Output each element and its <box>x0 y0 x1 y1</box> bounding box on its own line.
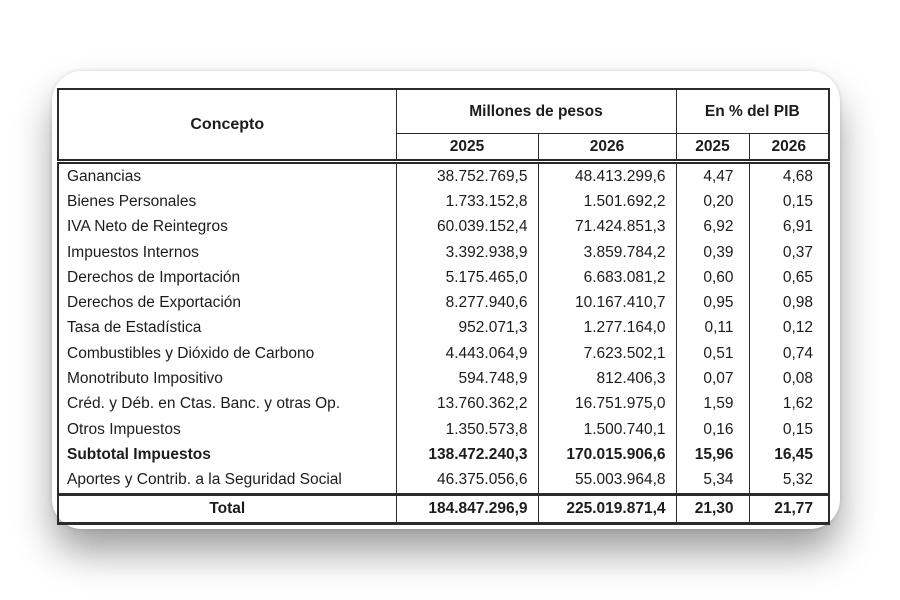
value-pib-2026: 0,08 <box>749 366 829 391</box>
row-label: Otros Impuestos <box>67 420 181 438</box>
value-pib-2025: 0,95 <box>676 290 749 315</box>
value-millones-2025: 13.760.362,2 <box>396 392 538 417</box>
table-row <box>58 162 829 190</box>
total-pib-2025: 21,30 <box>676 494 749 523</box>
value-millones-2025: 5.175.465,0 <box>396 265 538 290</box>
value-pib-2025: 0,16 <box>676 417 749 442</box>
header-year-millones-2025: 2025 <box>396 134 538 162</box>
value-millones-2025: 38.752.769,5 <box>396 162 538 190</box>
row-label: Bienes Personales <box>67 192 197 210</box>
table-row <box>58 240 829 265</box>
value-millones-2026: 6.683.081,2 <box>538 265 676 290</box>
total-label: Total <box>58 494 396 523</box>
row-label: Impuestos Internos <box>67 243 199 261</box>
table-row <box>58 316 829 341</box>
header-year-pib-2026: 2026 <box>749 134 829 162</box>
row-label: Derechos de Importación <box>67 268 241 286</box>
table-row <box>58 468 829 495</box>
row-label: Ganancias <box>67 167 142 185</box>
value-pib-2025: 5,34 <box>676 468 749 495</box>
row-label: Subtotal Impuestos <box>67 445 211 463</box>
value-millones-2025: 60.039.152,4 <box>396 215 538 240</box>
value-millones-2026: 7.623.502,1 <box>538 341 676 366</box>
value-millones-2025: 594.748,9 <box>396 366 538 391</box>
total-millones-2025: 184.847.296,9 <box>396 494 538 523</box>
value-pib-2026: 4,68 <box>749 162 829 190</box>
value-pib-2026: 0,65 <box>749 265 829 290</box>
value-millones-2026: 1.277.164,0 <box>538 316 676 341</box>
value-pib-2025: 15,96 <box>676 442 749 467</box>
value-millones-2026: 1.501.692,2 <box>538 189 676 214</box>
table-card <box>52 71 840 529</box>
value-pib-2025: 0,20 <box>676 189 749 214</box>
value-millones-2026: 812.406,3 <box>538 366 676 391</box>
table-row <box>58 290 829 315</box>
header-en-pct-del-pib: En % del PIB <box>676 89 829 134</box>
value-millones-2026: 3.859.784,2 <box>538 240 676 265</box>
total-pib-2026: 21,77 <box>749 494 829 523</box>
header-concepto: Concepto <box>58 89 396 162</box>
row-label: Créd. y Déb. en Ctas. Banc. y otras Op. <box>67 395 341 413</box>
value-pib-2025: 1,59 <box>676 392 749 417</box>
table-row <box>58 265 829 290</box>
header-millones-de-pesos: Millones de pesos <box>396 89 676 134</box>
value-millones-2026: 16.751.975,0 <box>538 392 676 417</box>
value-pib-2025: 0,60 <box>676 265 749 290</box>
value-millones-2025: 8.277.940,6 <box>396 290 538 315</box>
value-millones-2025: 4.443.064,9 <box>396 341 538 366</box>
value-pib-2026: 6,91 <box>749 215 829 240</box>
value-millones-2025: 1.733.152,8 <box>396 189 538 214</box>
value-millones-2025: 46.375.056,6 <box>396 468 538 495</box>
value-millones-2026: 10.167.410,7 <box>538 290 676 315</box>
header-year-pib-2025: 2025 <box>676 134 749 162</box>
value-pib-2026: 5,32 <box>749 468 829 495</box>
value-pib-2026: 0,15 <box>749 189 829 214</box>
subtotal-row <box>58 442 829 467</box>
table-row <box>58 366 829 391</box>
value-pib-2026: 0,98 <box>749 290 829 315</box>
row-label: Combustibles y Dióxido de Carbono <box>67 344 315 362</box>
value-pib-2026: 0,12 <box>749 316 829 341</box>
value-pib-2025: 0,39 <box>676 240 749 265</box>
value-pib-2026: 0,37 <box>749 240 829 265</box>
value-pib-2025: 6,92 <box>676 215 749 240</box>
total-row <box>58 494 829 523</box>
value-pib-2026: 0,15 <box>749 417 829 442</box>
header-year-millones-2026: 2026 <box>538 134 676 162</box>
row-label: Aportes y Contrib. a la Seguridad Social <box>67 471 342 489</box>
total-millones-2026: 225.019.871,4 <box>538 494 676 523</box>
value-millones-2026: 1.500.740,1 <box>538 417 676 442</box>
value-pib-2026: 16,45 <box>749 442 829 467</box>
value-pib-2025: 4,47 <box>676 162 749 190</box>
value-millones-2025: 1.350.573,8 <box>396 417 538 442</box>
value-pib-2025: 0,51 <box>676 341 749 366</box>
value-pib-2025: 0,11 <box>676 316 749 341</box>
table-row <box>58 392 829 417</box>
table-row <box>58 189 829 214</box>
value-millones-2026: 71.424.851,3 <box>538 215 676 240</box>
header-group-row <box>58 89 829 134</box>
table-row <box>58 417 829 442</box>
value-millones-2025: 138.472.240,3 <box>396 442 538 467</box>
row-label: Tasa de Estadística <box>67 319 202 337</box>
row-label: Derechos de Exportación <box>67 294 242 312</box>
row-label: Monotributo Impositivo <box>67 370 223 388</box>
value-pib-2025: 0,07 <box>676 366 749 391</box>
value-pib-2026: 0,74 <box>749 341 829 366</box>
value-millones-2025: 3.392.938,9 <box>396 240 538 265</box>
table-row <box>58 341 829 366</box>
value-millones-2026: 48.413.299,6 <box>538 162 676 190</box>
value-millones-2026: 55.003.964,8 <box>538 468 676 495</box>
value-millones-2026: 170.015.906,6 <box>538 442 676 467</box>
budget-table <box>57 88 830 525</box>
table-row <box>58 215 829 240</box>
value-millones-2025: 952.071,3 <box>396 316 538 341</box>
value-pib-2026: 1,62 <box>749 392 829 417</box>
row-label: IVA Neto de Reintegros <box>67 218 228 236</box>
